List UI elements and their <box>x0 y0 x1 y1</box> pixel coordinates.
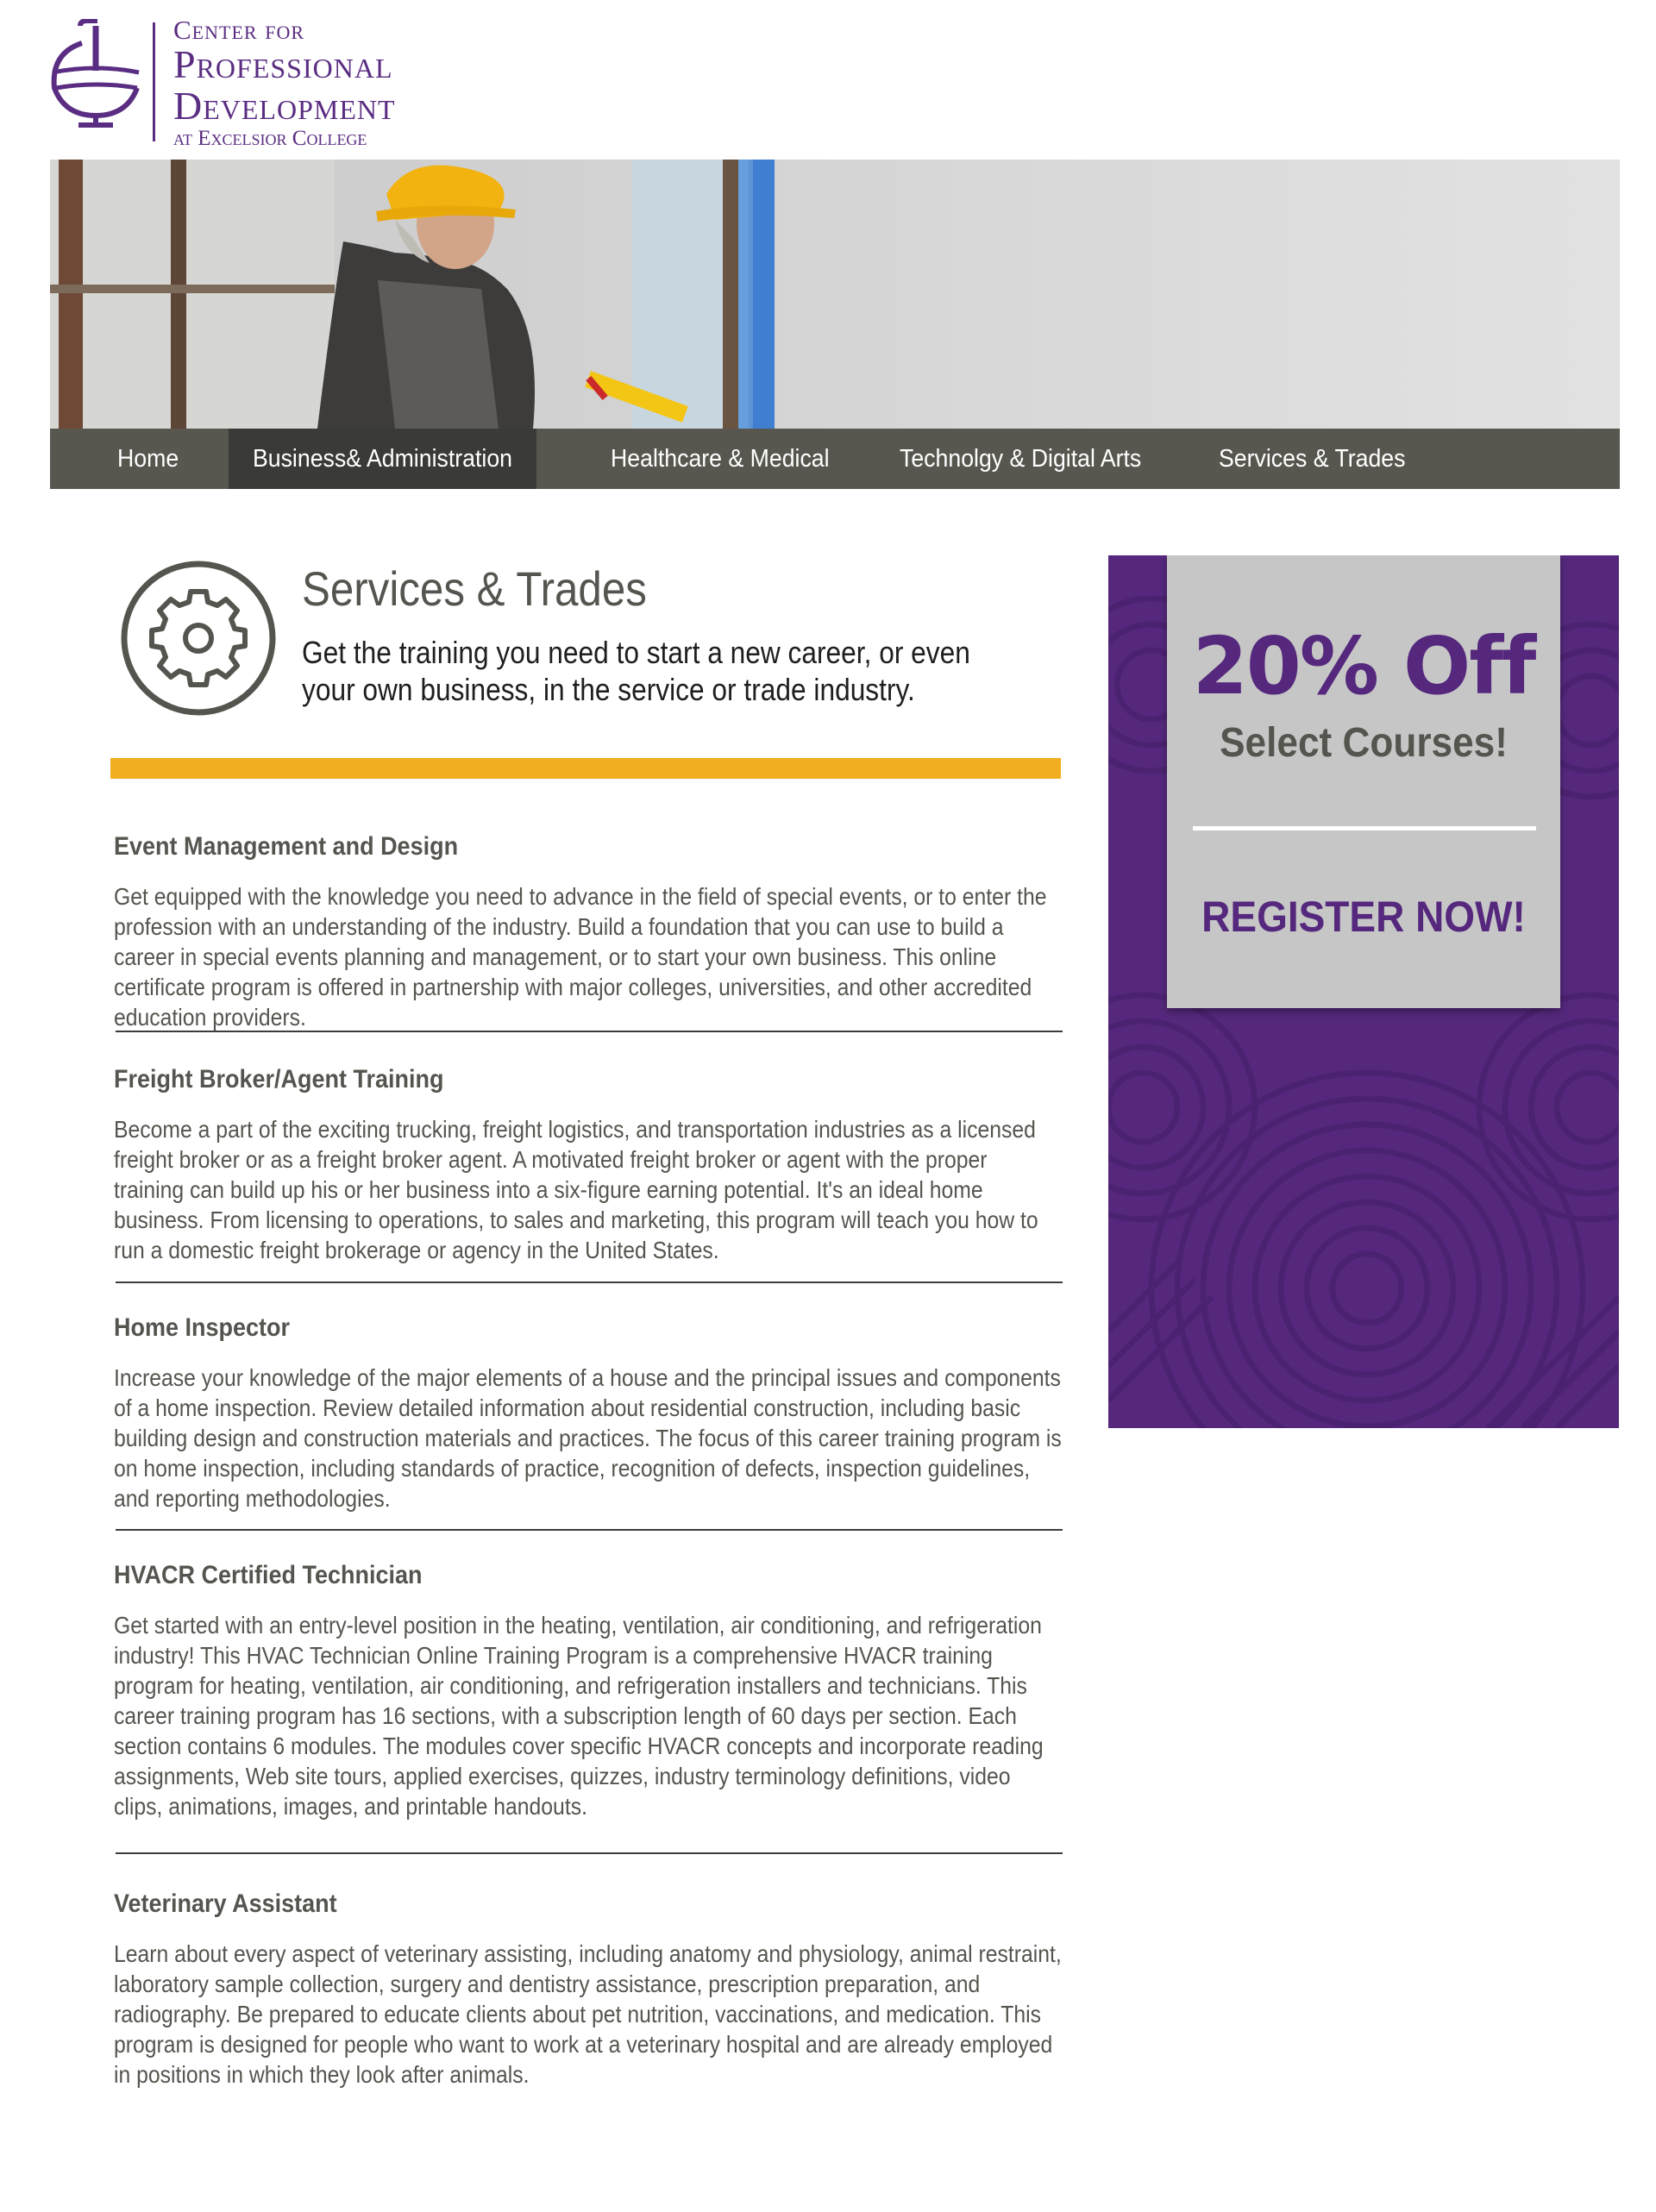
promo-banner[interactable] <box>1108 555 1619 1428</box>
gear-icon <box>118 558 279 718</box>
program-divider <box>116 1852 1063 1854</box>
program-item <box>114 1561 1063 1852</box>
nav-item-technology-digital-arts[interactable]: Technolgy & Digital Arts <box>900 445 1142 473</box>
promo-divider <box>1193 826 1536 830</box>
program-description: Get equipped with the knowledge you need to advance in the field of special events, or to enter the profession with an understanding of the industry. Build a foundation that you can use to build a career in special events planning and management, or to start your own business. This online certificate program is offered in partnership with major colleges, universities, and other accredited education providers. <box>114 883 1047 1031</box>
program-divider <box>116 1529 1063 1531</box>
hero-banner-image <box>50 160 1620 429</box>
promo-card <box>1167 555 1560 1008</box>
main-nav <box>50 429 1620 489</box>
program-item <box>114 1889 1063 2105</box>
program-description: Get started with an entry-level position in the heating, ventilation, air conditioning, and refrigeration industry! This HVAC Technician Online Training Program is a comprehensive HVACR training program for heating, ventilation, air conditioning, and refrigeration installers and technicians. This career training program has 16 sections, with a subscription length of 60 days per section. Each section contains 6 modules. The modules cover specific HVACR concepts and incorporate reading assignments, Web site tours, applied exercises, quizzes, industry terminology definitions, video clips, animations, images, and printable handouts. <box>114 1612 1044 1820</box>
logo-line-3: Development <box>173 84 396 128</box>
nav-item-services-trades[interactable]: Services & Trades <box>1219 445 1406 473</box>
nav-item-business-administration[interactable] <box>229 429 536 489</box>
program-title[interactable]: Event Management and Design <box>114 832 459 861</box>
logo-line-4: at Excelsior College <box>173 127 367 150</box>
logo-line-2: Professional <box>173 42 393 86</box>
program-title[interactable]: Home Inspector <box>114 1313 291 1342</box>
logo-line-1: Center for <box>173 15 305 45</box>
page-title: Services & Trades <box>302 561 647 616</box>
logo-divider <box>153 22 155 141</box>
accent-divider <box>110 758 1061 779</box>
nav-item-home[interactable]: Home <box>117 445 179 473</box>
program-description: Increase your knowledge of the major elements of a house and the principal issues and components of a home inspection. Review detailed information about residential construction, including basic building design and construction materials and practices. The focus of this career training program is on home inspection, including standards of practice, recognition of defects, inspection guidelines, and reporting methodologies. <box>114 1364 1062 1512</box>
logo-wordmark <box>173 15 396 150</box>
site-logo[interactable] <box>47 15 444 150</box>
program-title[interactable]: Freight Broker/Agent Training <box>114 1065 444 1093</box>
program-title[interactable]: HVACR Certified Technician <box>114 1561 423 1589</box>
nav-item-healthcare-medical[interactable]: Healthcare & Medical <box>611 445 830 473</box>
college-seal-icon <box>47 19 144 131</box>
program-divider <box>116 1281 1063 1283</box>
register-now-button[interactable]: REGISTER NOW! <box>1201 893 1526 941</box>
program-title[interactable]: Veterinary Assistant <box>114 1889 337 1918</box>
section-description: Get the training you need to start a new career, or even your own business, in the service or trade industry. <box>302 635 970 707</box>
program-description: Become a part of the exciting trucking, freight logistics, and transportation industries as a licensed freight broker or as a freight broker agent. A motivated freight broker or agent with the proper training can build up his or her business into a six-figure earning potential. It's an ideal home business. From licensing to operations, to sales and marketing, this program will teach you how to run a domestic freight brokerage or agency in the United States. <box>114 1116 1038 1263</box>
program-description: Learn about every aspect of veterinary assisting, including anatomy and physiology, animal restraint, laboratory sample collection, surgery and dentistry assistance, prescription preparation, and radiography. Be prepared to educate clients about pet nutrition, vaccinations, and medication. This program is designed for people who want to work at a veterinary hospital and are already employed in positions in which they look after animals. <box>114 1940 1062 2088</box>
promo-subheadline: Select Courses! <box>1220 720 1508 766</box>
promo-headline: 20% Off <box>1192 620 1535 712</box>
program-item <box>114 832 1063 1031</box>
program-item <box>114 1065 1063 1281</box>
program-list <box>114 832 1063 2105</box>
program-item <box>114 1313 1063 1529</box>
nav-item-label: Business& Administration <box>252 445 513 473</box>
